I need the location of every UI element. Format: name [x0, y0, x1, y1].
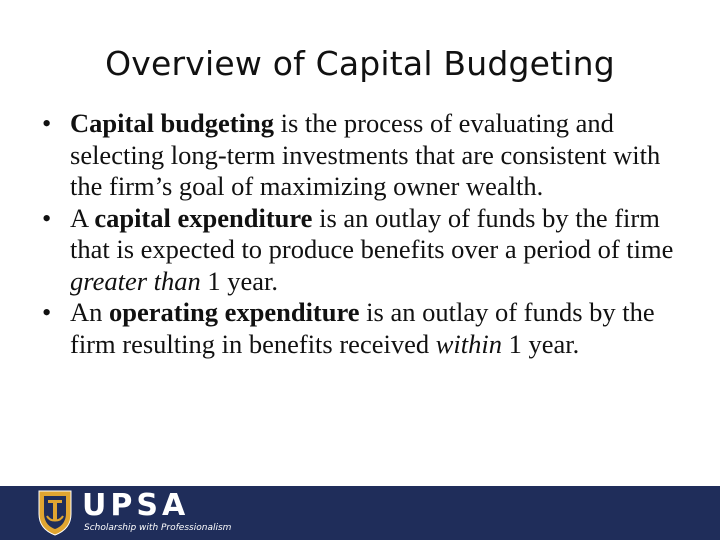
lead-text: An: [70, 297, 110, 327]
term-capital-budgeting: Capital budgeting: [70, 108, 274, 138]
slide-title: Overview of Capital Budgeting: [105, 44, 615, 83]
term-operating-expenditure: operating expenditure: [109, 297, 360, 327]
definition-tail: 1 year.: [200, 265, 279, 296]
university-crest-icon: [36, 488, 74, 536]
definition-text: is an outlay of funds by the firm resulting in benefits received: [70, 297, 655, 359]
term-capital-expenditure: capital expenditure: [94, 202, 313, 233]
definition-text: is the process of evaluating and selecting long-term investments that are consistent with the firm’s goal of maximizing owner wealth.: [70, 108, 661, 201]
bullet-list: [40, 108, 690, 360]
emphasis-text: within: [435, 328, 502, 359]
definition-text: is an outlay of funds by the firm that is expected to produce benefits over a period of time: [70, 202, 674, 264]
bullet-dot-icon: •: [42, 202, 52, 233]
bullet-item-capital-budgeting: [40, 108, 690, 203]
brand-tagline: Scholarship with Professionalism: [84, 523, 232, 533]
bullet-item-capital-expenditure: [40, 203, 690, 298]
bullet-dot-icon: •: [42, 108, 52, 138]
emphasis-text: greater than: [70, 265, 201, 296]
bullet-dot-icon: •: [42, 297, 52, 327]
bullet-item-operating-expenditure: [40, 297, 690, 360]
definition-tail: 1 year.: [502, 328, 580, 359]
footer-bar: [0, 486, 720, 540]
lead-text: A: [70, 202, 95, 233]
brand-logo-text: UPSA: [82, 488, 190, 523]
